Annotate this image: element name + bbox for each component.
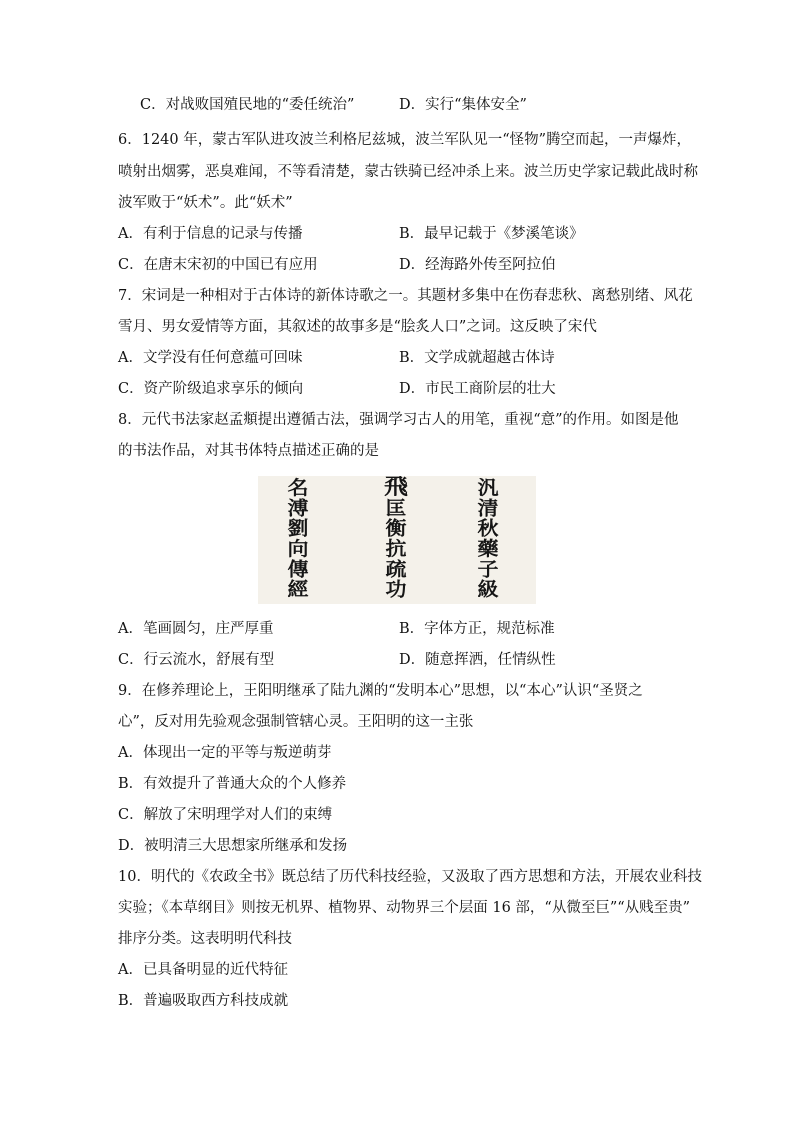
q10-stem-line-3: 排序分类。这表明明代科技 <box>118 931 292 947</box>
q7-option-d: D．市民工商阶层的壮大 <box>399 381 556 397</box>
calligraphy-char: 飛 <box>384 476 408 500</box>
q7-option-a: A．文学没有任何意蕴可回味 <box>118 350 303 366</box>
calligraphy-char: 匡 <box>385 496 407 520</box>
q7-stem-line-1: 7．宋词是一种相对于古体诗的新体诗歌之一。其题材多集中在伤春悲秋、离愁别绪、风花 <box>118 288 693 304</box>
calligraphy-char: 名 <box>287 476 309 499</box>
q6-option-b: B．最早记载于《梦溪笔谈》 <box>399 226 584 242</box>
calligraphy-char: 清 <box>477 496 499 520</box>
calligraphy-char: 衡 <box>385 516 407 540</box>
q9-option-d: D．被明清三大思想家所继承和发扬 <box>118 838 348 854</box>
q8-option-d: D．随意挥洒，任情纵性 <box>399 652 556 668</box>
q8-option-c: C．行云流水，舒展有型 <box>118 652 275 668</box>
calligraphy-char: 秋 <box>477 516 499 540</box>
calligraphy-artwork <box>258 476 536 604</box>
q6-option-d: D．经海路外传至阿拉伯 <box>399 257 556 273</box>
q10-option-a: A．已具备明显的近代特征 <box>118 962 288 978</box>
q10-stem-line-1: 10．明代的《农政全书》既总结了历代科技经验，又汲取了西方思想和方法，开展农业科技 <box>118 869 702 885</box>
calligraphy-image <box>258 476 536 604</box>
q9-option-c: C．解放了宋明理学对人们的束缚 <box>118 807 333 823</box>
q9-option-b: B．有效提升了普通大众的个人修养 <box>118 776 347 792</box>
q8-stem-line-2: 的书法作品，对其书体特点描述正确的是 <box>118 443 379 459</box>
calligraphy-char: 藥 <box>477 537 499 560</box>
calligraphy-char: 經 <box>287 577 309 601</box>
q7-stem-line-2: 雪月、男女爱情等方面，其叙述的故事多是“脍炙人口”之词。这反映了宋代 <box>118 319 597 335</box>
calligraphy-char: 疏 <box>385 557 407 581</box>
q9-stem-line-1: 9．在修养理论上，王阳明继承了陆九渊的“发明本心”思想，以“本心”认识“圣贤之 <box>118 683 643 699</box>
calligraphy-char: 汎 <box>477 476 499 499</box>
q6-option-c: C．在唐末宋初的中国已有应用 <box>118 257 318 273</box>
q6-stem-line-3: 波军败于“妖术”。此“妖术” <box>118 195 293 211</box>
q6-stem-line-1: 6．1240 年，蒙古军队进攻波兰利格尼兹城，波兰军队见一“怪物”腾空而起，一声爆炸， <box>118 132 692 148</box>
calligraphy-char: 劉 <box>287 516 309 540</box>
q10-option-b: B．普遍吸取西方科技成就 <box>118 993 289 1009</box>
q10-stem-line-2: 实验；《本草纲目》则按无机界、植物界、动物界三个层面 16 部，“从微至巨”“从贱至贵” <box>118 900 691 916</box>
calligraphy-char: 抗 <box>385 537 407 560</box>
q5-option-d: D．实行“集体安全” <box>399 97 527 113</box>
q8-stem-line-1: 8．元代书法家赵孟頫提出遵循古法，强调学习古人的用笔，重视“意”的作用。如图是他 <box>118 412 679 428</box>
calligraphy-char: 傳 <box>287 557 309 581</box>
calligraphy-char: 子 <box>477 557 499 581</box>
q9-option-a: A．体现出一定的平等与叛逆萌芽 <box>118 745 332 761</box>
q5-option-c: C．对战败国殖民地的“委任统治” <box>140 97 355 113</box>
q6-stem-line-2: 喷射出烟雾，恶臭难闻，不等看清楚，蒙古铁骑已经冲杀上来。波兰历史学家记载此战时称 <box>118 164 698 180</box>
q8-option-b: B．字体方正，规范标准 <box>399 621 555 637</box>
q9-stem-line-2: 心”，反对用先验观念强制管辖心灵。王阳明的这一主张 <box>118 714 474 730</box>
calligraphy-char: 溥 <box>287 496 309 520</box>
q8-option-a: A．笔画圆匀，庄严厚重 <box>118 621 274 637</box>
calligraphy-char: 級 <box>477 577 499 601</box>
q7-option-c: C．资产阶级追求享乐的倾向 <box>118 381 304 397</box>
calligraphy-char: 功 <box>385 577 407 601</box>
q6-option-a: A．有利于信息的记录与传播 <box>118 226 303 242</box>
q7-option-b: B．文学成就超越古体诗 <box>399 350 555 366</box>
calligraphy-char: 向 <box>287 537 309 560</box>
